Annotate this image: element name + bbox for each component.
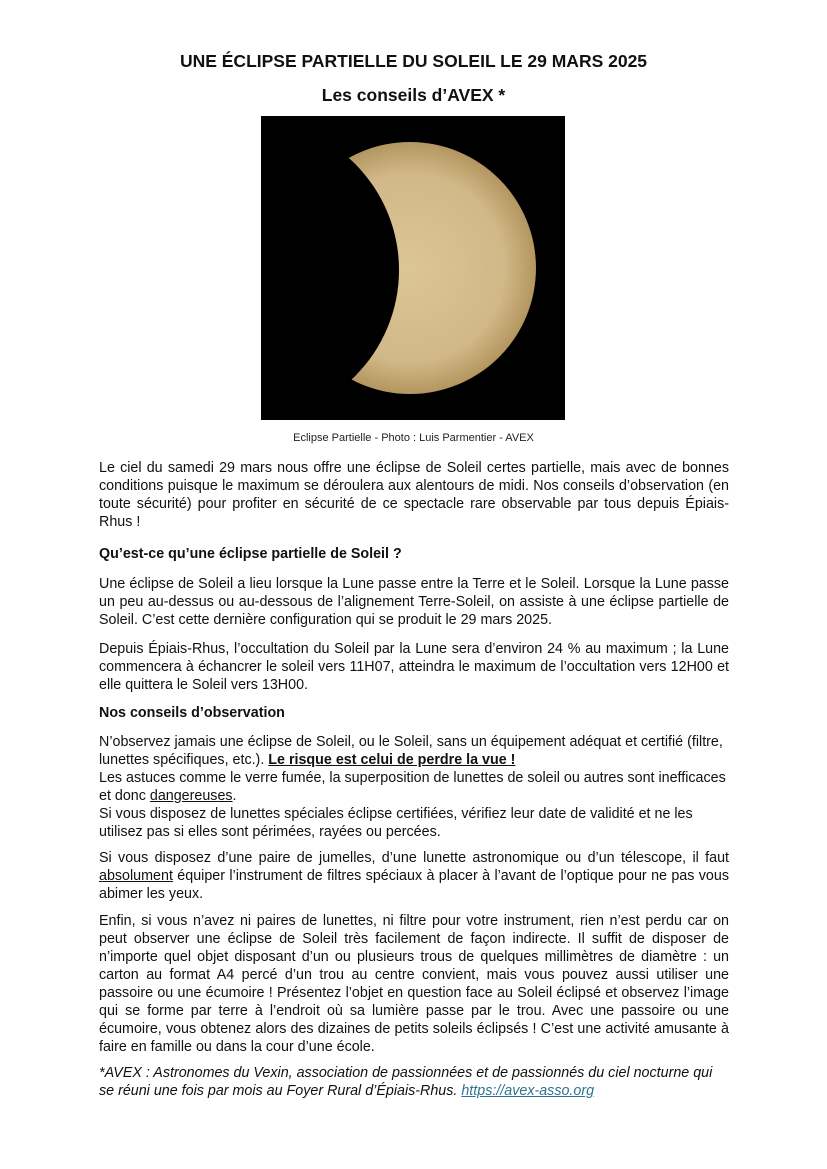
document-title: UNE ÉCLIPSE PARTIELLE DU SOLEIL LE 29 MARS 2025 bbox=[179, 51, 648, 71]
partially-eclipsed-sun bbox=[284, 142, 536, 394]
document-subtitle: Les conseils d’AVEX * bbox=[321, 85, 506, 105]
photo-caption: Eclipse Partielle - Photo : Luis Parmentier - AVEX bbox=[293, 432, 534, 444]
eclipse-photo bbox=[261, 116, 565, 420]
section-heading-advice: Nos conseils d’observation bbox=[99, 705, 285, 721]
section1-paragraph-2: Depuis Épiais-Rhus, l’occultation du Soleil par la Lune sera d’environ 24 % au maximum ; la Lune commencera à échancrer le soleil vers 11H07, atteindra le maximum de l’occultation vers 12H00 et elle quittera le Soleil vers 13H00. bbox=[99, 641, 729, 693]
eclipse-photo-image bbox=[261, 116, 565, 420]
section1-paragraph-1: Une éclipse de Soleil a lieu lorsque la Lune passe entre la Terre et le Soleil. Lorsque la Lune passe un peu au-dessus ou au-dessous de l’alignement Terre-Soleil, on assiste à une éclipse partielle de Soleil. C’est cette dernière configuration qui se produit le 29 mars 2025. bbox=[99, 576, 729, 628]
tips-text-end: . bbox=[232, 788, 237, 804]
intro-paragraph: Le ciel du samedi 29 mars nous offre une éclipse de Soleil certes partielle, mais avec de bonnes conditions puisque le maximum se déroulera aux alentours de midi. Nos conseils d’observation (en toute sécurité) pour profiter en sécurité de ce spectacle rare observable par tous depuis Épiais-Rhus ! bbox=[99, 460, 729, 530]
risk-warning: Le risque est celui de perdre la vue ! bbox=[268, 752, 516, 768]
advice-paragraph-1 bbox=[99, 733, 729, 841]
advice-intro-text: N’observez jamais une éclipse de Soleil, ou le Soleil, sans un équipement adéquat et certifié (filtre, lunettes spécifiques, etc.). bbox=[99, 734, 723, 768]
advice-paragraph-3: Enfin, si vous n’avez ni paires de lunettes, ni filtre pour votre instrument, rien n’est perdu car on peut observer une éclipse de Soleil très facilement de façon indirecte. Il suffit de disposer de n’importe quel objet disposant d’un ou plusieurs trous de quelques millimètres de diamètre : un carton au format A4 percé d’un trou au centre convient, mais vous pouvez aussi utiliser une passoire ou une écumoire ! Présentez l’objet en question face au Soleil éclipsé et observez l’image qui se forme par terre à l’endroit où sa lumière passe par le trou. Avec une passoire ou une écumoire, vous obtenez alors des dizaines de petits soleils éclipsés ! C’est une activité amusante à faire en famille ou dans la cour d’une école. bbox=[99, 913, 729, 1055]
instrument-text: Si vous disposez d’une paire de jumelles, d’une lunette astronomique ou d’un télescope, il faut bbox=[99, 850, 729, 866]
dangerous-underlined: dangereuses bbox=[149, 788, 233, 804]
advice-paragraph-2 bbox=[99, 849, 729, 903]
footnote bbox=[99, 1064, 729, 1100]
glasses-validity-text: Si vous disposez de lunettes spéciales éclipse certifiées, vérifiez leur date de validité et ne les utilisez pas si elles sont périmées, rayées ou percées. bbox=[99, 806, 693, 840]
section-heading-what-is: Qu’est-ce qu’une éclipse partielle de Soleil ? bbox=[99, 546, 402, 562]
avex-website-link[interactable]: https://avex-asso.org bbox=[461, 1083, 595, 1099]
instrument-text-end: équiper l’instrument de filtres spéciaux à placer à l’avant de l’optique pour ne pas vous abimer les yeux. bbox=[99, 868, 729, 902]
tips-text: Les astuces comme le verre fumée, la superposition de lunettes de soleil ou autres sont inefficaces et donc bbox=[99, 770, 726, 804]
absolutely-underlined: absolument bbox=[99, 868, 173, 884]
footnote-text: *AVEX : Astronomes du Vexin, association de passionnées et de passionnés du ciel nocturne qui se réuni une fois par mois au Foyer Rural d’Épiais-Rhus. bbox=[99, 1065, 713, 1099]
